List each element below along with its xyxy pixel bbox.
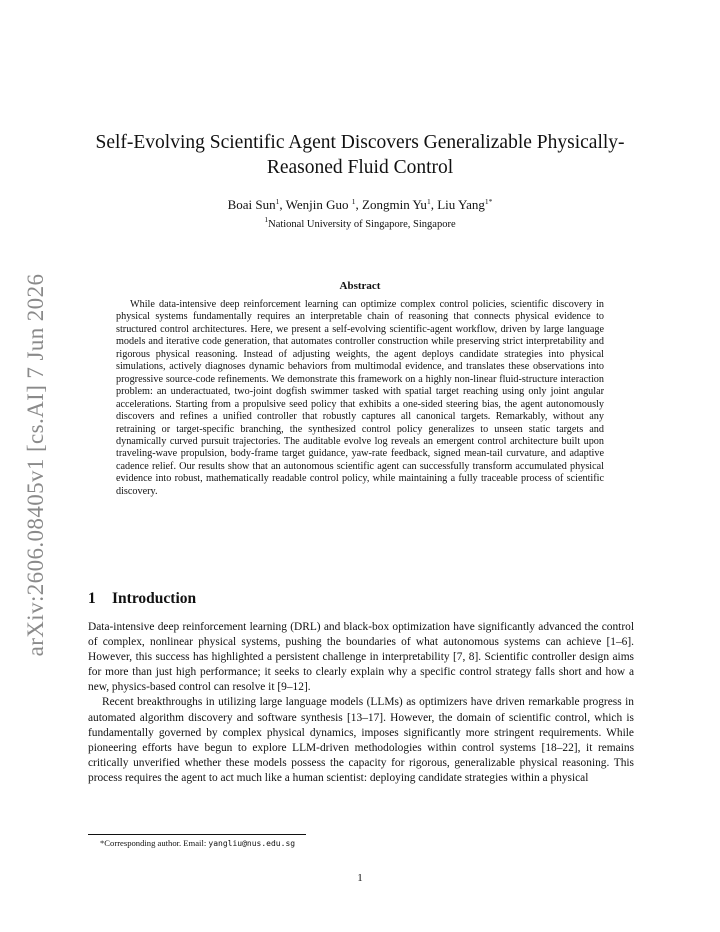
section-number: 1 <box>88 590 96 607</box>
footnote-rule <box>88 834 306 835</box>
section-title: Introduction <box>112 590 197 607</box>
footnote <box>100 838 295 848</box>
footnote-text: *Corresponding author. Email: <box>100 838 209 848</box>
paragraph: Data-intensive deep reinforcement learning (DRL) and black-box optimization have significantly advanced the control of complex, nonlinear physical systems, pushing the boundaries of what autonomous systems can achieve [1–6]. However, this success has highlighted a persistent challenge in interpretability [7, 8]. Scientific controller design aims for more than just high performance; it seeks to clearly explain why a specific control strategy falls short and how a new, physics-based control can resolve it [9–12]. <box>88 621 634 694</box>
author-affiliation-mark: 1 <box>426 197 431 206</box>
section-heading <box>88 590 634 608</box>
paper-title: Self-Evolving Scientific Agent Discovers Generalizable Physically-Reasoned Fluid Control <box>95 132 625 178</box>
author-affiliation-mark: 1 <box>351 197 356 206</box>
author-name: Liu Yang <box>437 197 485 212</box>
author-affiliation-mark: 1 <box>275 197 280 206</box>
introduction-section <box>88 590 634 786</box>
affiliation-text: National University of Singapore, Singapore <box>268 219 456 230</box>
arxiv-identifier: arXiv:2606.08405v1 [cs.AI] 7 Jun 2026 <box>23 273 48 657</box>
corresponding-email: yangliu@nus.edu.sg <box>208 839 296 848</box>
author-name: Wenjin Guo <box>285 197 352 212</box>
abstract-heading: Abstract <box>339 280 381 292</box>
author-list: Boai Sun$^1$, Wenjin Guo $^1$, Zongmin Yu$^1$, Liu Yang$^{1*}$ <box>227 197 493 212</box>
abstract-section <box>116 280 604 498</box>
page-number: 1 <box>357 872 363 884</box>
title-block <box>90 130 630 230</box>
author-name: Boai Sun <box>227 197 276 212</box>
affiliation <box>90 215 630 230</box>
abstract-text: While data-intensive deep reinforcement learning can optimize complex control policies, scientific discovery in physical systems fundamentally requires an interpretable chain of reasoning that connects physical evidence to structured control architectures. Here, we present a self-evolving scientific-agent workflow, driven by large language models and iterative code generation, that automates controller construction while preserving strict interpretability and rigorous physical reasoning. Instead of adjusting weights, the agent deploys candidate strategies into physical simulations, actively diagnoses dynamic behaviors from multimodal evidence, and translates these observations into progressive source-code refinements. We demonstrate this framework on a highly non-linear fluid-structure interaction problem: an underactuated, two-joint dogfish swimmer tasked with spatial target reaching using only joint angular accelerations. Starting from a propulsive seed policy that exhibits a one-sided steering bias, the agent autonomously discovers and refines a unified controller that robustly captures all canonical targets. Remarkably, without any retraining or target-specific branching, the synthesized control policy generalizes to unseen static targets and dynamically curved pursuit trajectories. The auditable evolve log reveals an emergent control architecture built upon traveling-wave propulsion, body-frame target guidance, yaw-rate feedback, signed mean-tail curvature, and adaptive cadence relief. Our results show that an autonomous scientific agent can successfully transform accumulated physical evidence into robust, mathematically readable control policy, while maintaining a fully traceable process of scientific discovery. <box>116 299 604 497</box>
paragraph: Recent breakthroughs in utilizing large language models (LLMs) as optimizers have driven remarkable progress in automated algorithm discovery and software synthesis [13–17]. However, the domain of scientific control, which is fundamentally governed by complex physical dynamics, imposes significantly more stringent requirements. While pioneering efforts have begun to explore LLM-driven methodologies within control systems [18–22], it remains critically unverified whether these models possess the capacity for rigorous, generalizable physical reasoning. This process requires the agent to act much like a human scientist: deploying candidate strategies within a physical <box>88 696 634 784</box>
affiliation-mark: 1 <box>264 215 269 224</box>
author-name: Zongmin Yu <box>362 197 427 212</box>
author-affiliation-mark: 1* <box>484 197 493 206</box>
